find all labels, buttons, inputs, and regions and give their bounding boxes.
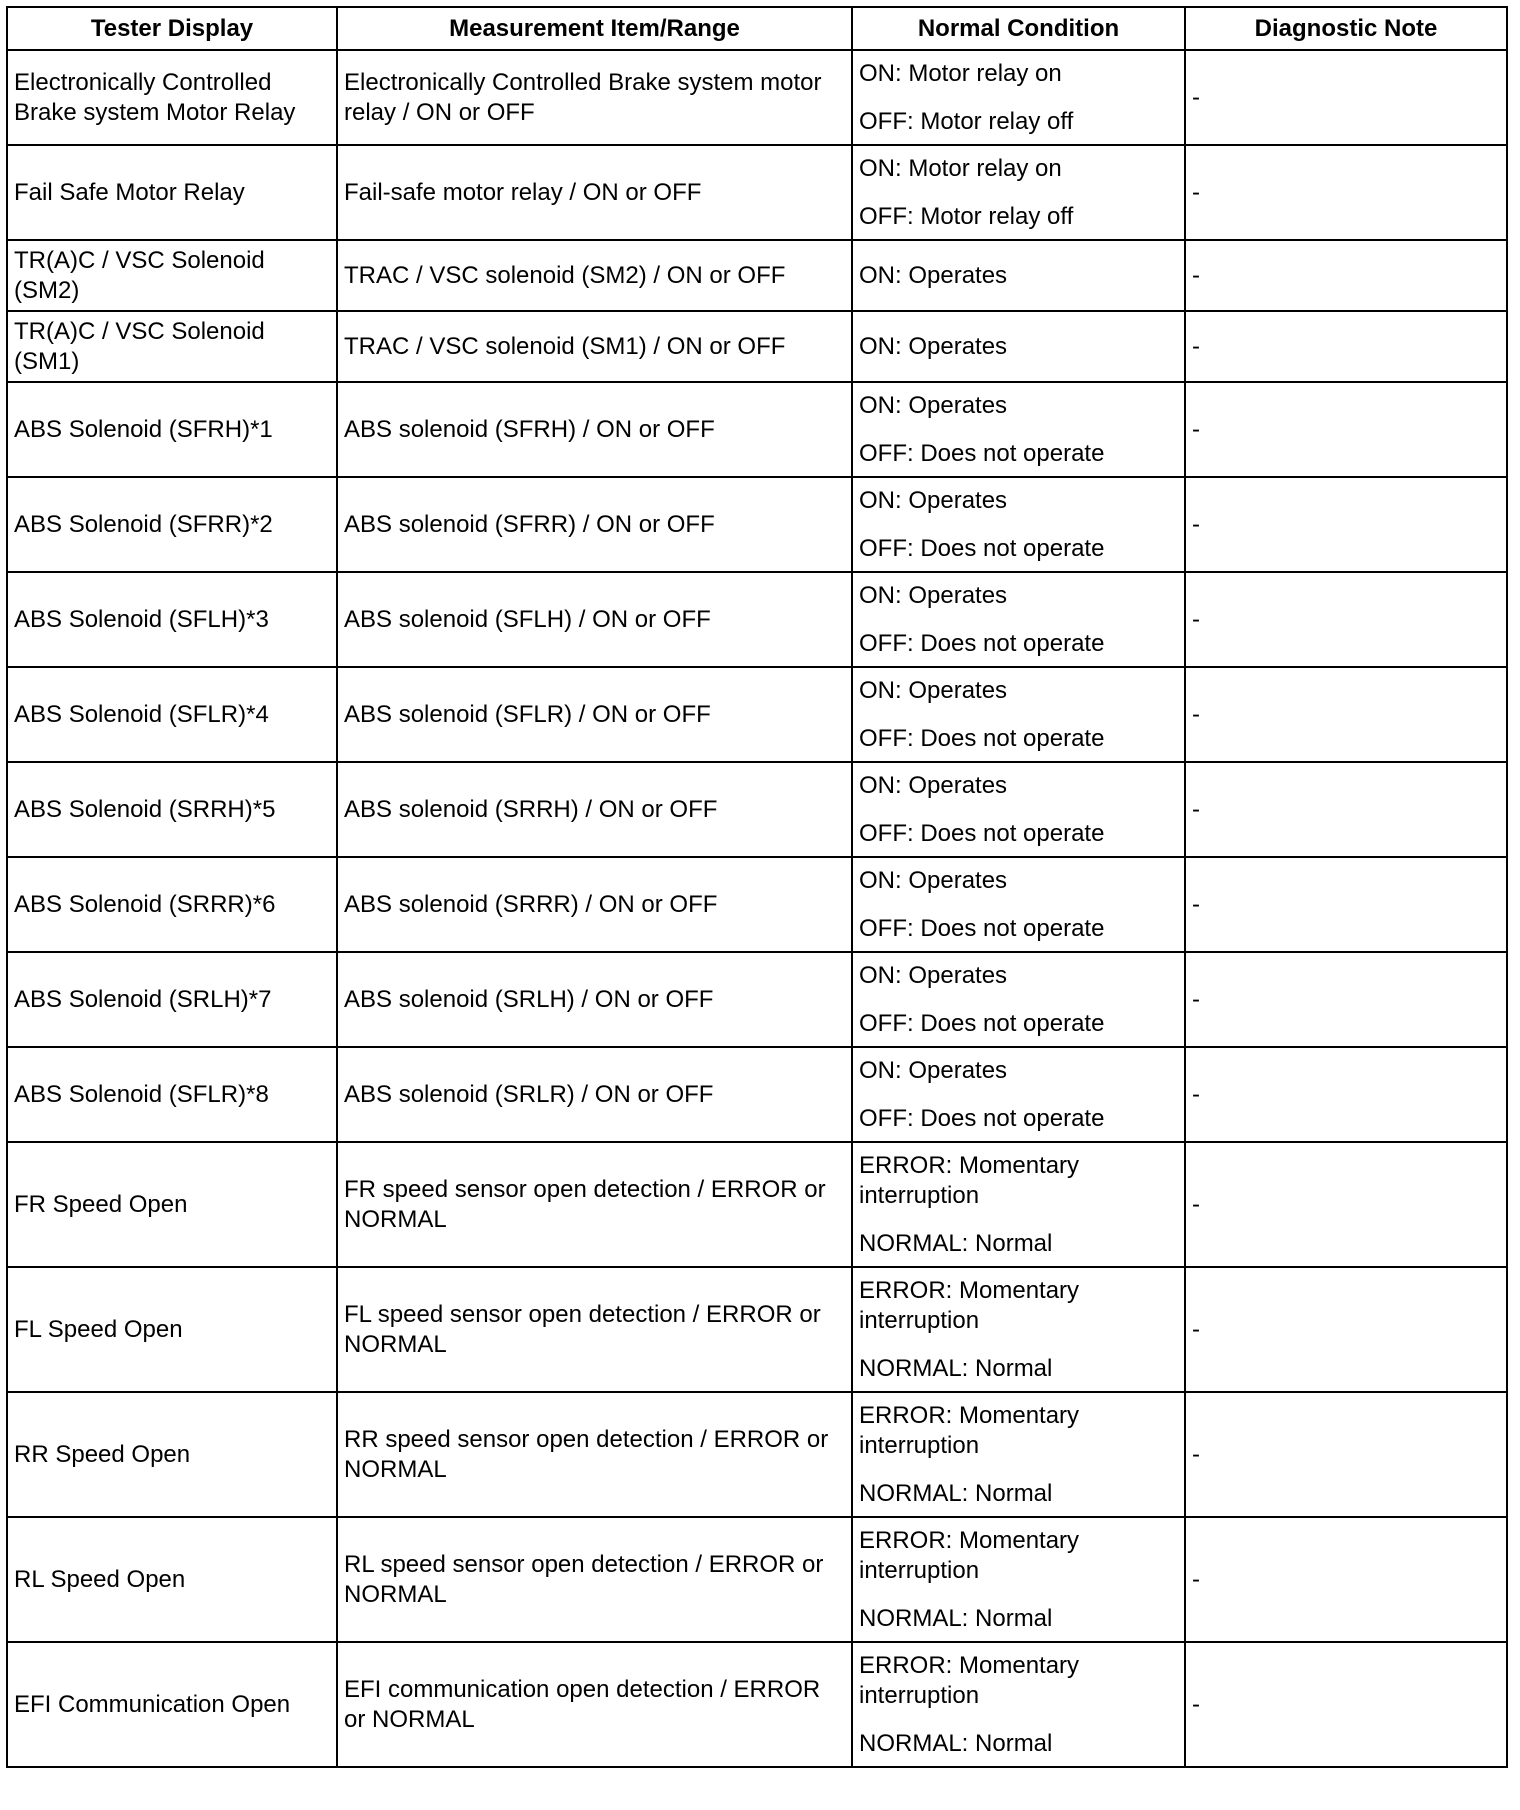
tester-display-cell: FL Speed Open — [7, 1267, 337, 1392]
measurement-item-cell: RR speed sensor open detection / ERROR or NORMAL — [337, 1392, 852, 1517]
measurement-item-cell: ABS solenoid (SFLH) / ON or OFF — [337, 572, 852, 667]
diagnostic-note-cell: - — [1185, 145, 1507, 240]
normal-condition-cell — [852, 667, 1185, 762]
tester-display-cell: EFI Communication Open — [7, 1642, 337, 1767]
diagnostic-note-cell: - — [1185, 1517, 1507, 1642]
normal-condition-cell — [852, 857, 1185, 952]
condition-line: ON: Operates — [859, 1056, 1008, 1084]
condition-line: ERROR: Momentary interruption — [859, 1276, 1080, 1334]
tester-display-cell: Fail Safe Motor Relay — [7, 145, 337, 240]
tester-display-cell: FR Speed Open — [7, 1142, 337, 1267]
diagnostic-note-cell: - — [1185, 1047, 1507, 1142]
normal-condition-cell — [852, 1392, 1185, 1517]
table-row — [7, 50, 1507, 145]
table-row — [7, 1267, 1507, 1392]
measurement-item-cell: EFI communication open detection / ERROR or NORMAL — [337, 1642, 852, 1767]
condition-line: NORMAL: Normal — [859, 1604, 1053, 1632]
measurement-item-cell: TRAC / VSC solenoid (SM1) / ON or OFF — [337, 311, 852, 382]
condition-line: ERROR: Momentary interruption — [859, 1526, 1080, 1584]
condition-line: ON: Operates — [859, 676, 1008, 704]
tester-display-cell: ABS Solenoid (SRRH)*5 — [7, 762, 337, 857]
condition-line: ON: Operates — [859, 391, 1008, 419]
diagnostic-note-cell: - — [1185, 762, 1507, 857]
tester-display-cell: ABS Solenoid (SFLR)*4 — [7, 667, 337, 762]
condition-line: ON: Operates — [859, 866, 1008, 894]
condition-line: OFF: Does not operate — [859, 1009, 1105, 1037]
measurement-item-cell: ABS solenoid (SFRH) / ON or OFF — [337, 382, 852, 477]
condition-line: ERROR: Momentary interruption — [859, 1401, 1080, 1459]
normal-condition-cell — [852, 1267, 1185, 1392]
condition-line: ON: Motor relay on — [859, 154, 1062, 182]
diagnostic-note-cell: - — [1185, 240, 1507, 311]
condition-line: OFF: Does not operate — [859, 914, 1105, 942]
diagnostic-note-cell: - — [1185, 477, 1507, 572]
tester-display-cell: ABS Solenoid (SRRR)*6 — [7, 857, 337, 952]
tester-data-table — [6, 6, 1508, 1768]
diagnostic-note-cell: - — [1185, 50, 1507, 145]
table-row — [7, 857, 1507, 952]
table-header-row — [7, 7, 1507, 50]
measurement-item-cell: RL speed sensor open detection / ERROR or NORMAL — [337, 1517, 852, 1642]
normal-condition-cell: ON: Operates — [852, 311, 1185, 382]
header-diagnostic-note: Diagnostic Note — [1185, 7, 1507, 50]
normal-condition-cell — [852, 1642, 1185, 1767]
tester-display-cell: TR(A)C / VSC Solenoid (SM1) — [7, 311, 337, 382]
tester-display-cell: ABS Solenoid (SFRR)*2 — [7, 477, 337, 572]
tester-display-cell: RL Speed Open — [7, 1517, 337, 1642]
table-row — [7, 477, 1507, 572]
diagnostic-note-cell: - — [1185, 311, 1507, 382]
normal-condition-cell — [852, 1517, 1185, 1642]
normal-condition-cell — [852, 477, 1185, 572]
normal-condition-cell — [852, 145, 1185, 240]
normal-condition-cell — [852, 1047, 1185, 1142]
condition-line: NORMAL: Normal — [859, 1229, 1053, 1257]
table-row — [7, 1392, 1507, 1517]
table-row — [7, 762, 1507, 857]
condition-line: ON: Operates — [859, 486, 1008, 514]
table-row — [7, 1047, 1507, 1142]
condition-line: ON: Operates — [859, 961, 1008, 989]
table-row — [7, 382, 1507, 477]
table-row — [7, 311, 1507, 382]
header-tester-display: Tester Display — [7, 7, 337, 50]
diagnostic-note-cell: - — [1185, 857, 1507, 952]
measurement-item-cell: ABS solenoid (SRRH) / ON or OFF — [337, 762, 852, 857]
header-normal-condition: Normal Condition — [852, 7, 1185, 50]
normal-condition-cell — [852, 572, 1185, 667]
diagnostic-note-cell: - — [1185, 572, 1507, 667]
condition-line: ON: Motor relay on — [859, 59, 1062, 87]
condition-line: OFF: Does not operate — [859, 1104, 1105, 1132]
diagnostic-note-cell: - — [1185, 382, 1507, 477]
measurement-item-cell: FL speed sensor open detection / ERROR or NORMAL — [337, 1267, 852, 1392]
tester-display-cell: ABS Solenoid (SFLR)*8 — [7, 1047, 337, 1142]
table-row — [7, 145, 1507, 240]
table-row — [7, 952, 1507, 1047]
measurement-item-cell: FR speed sensor open detection / ERROR or NORMAL — [337, 1142, 852, 1267]
diagnostic-note-cell: - — [1185, 667, 1507, 762]
measurement-item-cell: ABS solenoid (SRLR) / ON or OFF — [337, 1047, 852, 1142]
measurement-item-cell: Electronically Controlled Brake system motor relay / ON or OFF — [337, 50, 852, 145]
table-row — [7, 240, 1507, 311]
condition-line: OFF: Does not operate — [859, 724, 1105, 752]
measurement-item-cell: ABS solenoid (SRLH) / ON or OFF — [337, 952, 852, 1047]
condition-line: OFF: Motor relay off — [859, 107, 1074, 135]
diagnostic-note-cell: - — [1185, 1267, 1507, 1392]
table-row — [7, 667, 1507, 762]
table-row — [7, 572, 1507, 667]
normal-condition-cell — [852, 1142, 1185, 1267]
tester-display-cell: ABS Solenoid (SFLH)*3 — [7, 572, 337, 667]
condition-line: OFF: Does not operate — [859, 629, 1105, 657]
normal-condition-cell — [852, 50, 1185, 145]
table-row — [7, 1642, 1507, 1767]
condition-line: OFF: Does not operate — [859, 439, 1105, 467]
normal-condition-cell — [852, 382, 1185, 477]
normal-condition-cell: ON: Operates — [852, 240, 1185, 311]
normal-condition-cell — [852, 762, 1185, 857]
diagnostic-note-cell: - — [1185, 1392, 1507, 1517]
tester-display-cell: TR(A)C / VSC Solenoid (SM2) — [7, 240, 337, 311]
normal-condition-cell — [852, 952, 1185, 1047]
condition-line: ERROR: Momentary interruption — [859, 1151, 1080, 1209]
diagnostic-note-cell: - — [1185, 1142, 1507, 1267]
condition-line: ERROR: Momentary interruption — [859, 1651, 1080, 1709]
tester-display-cell: Electronically Controlled Brake system Motor Relay — [7, 50, 337, 145]
condition-line: OFF: Does not operate — [859, 819, 1105, 847]
condition-line: OFF: Motor relay off — [859, 202, 1074, 230]
measurement-item-cell: ABS solenoid (SFRR) / ON or OFF — [337, 477, 852, 572]
measurement-item-cell: TRAC / VSC solenoid (SM2) / ON or OFF — [337, 240, 852, 311]
condition-line: OFF: Does not operate — [859, 534, 1105, 562]
diagnostic-note-cell: - — [1185, 1642, 1507, 1767]
condition-line: NORMAL: Normal — [859, 1729, 1053, 1757]
condition-line: NORMAL: Normal — [859, 1354, 1053, 1382]
header-measurement-item: Measurement Item/Range — [337, 7, 852, 50]
measurement-item-cell: ABS solenoid (SRRR) / ON or OFF — [337, 857, 852, 952]
condition-line: NORMAL: Normal — [859, 1479, 1053, 1507]
condition-line: ON: Operates — [859, 771, 1008, 799]
tester-display-cell: ABS Solenoid (SFRH)*1 — [7, 382, 337, 477]
tester-display-cell: RR Speed Open — [7, 1392, 337, 1517]
measurement-item-cell: Fail-safe motor relay / ON or OFF — [337, 145, 852, 240]
tester-display-cell: ABS Solenoid (SRLH)*7 — [7, 952, 337, 1047]
measurement-item-cell: ABS solenoid (SFLR) / ON or OFF — [337, 667, 852, 762]
table-row — [7, 1142, 1507, 1267]
table-row — [7, 1517, 1507, 1642]
condition-line: ON: Operates — [859, 581, 1008, 609]
diagnostic-note-cell: - — [1185, 952, 1507, 1047]
